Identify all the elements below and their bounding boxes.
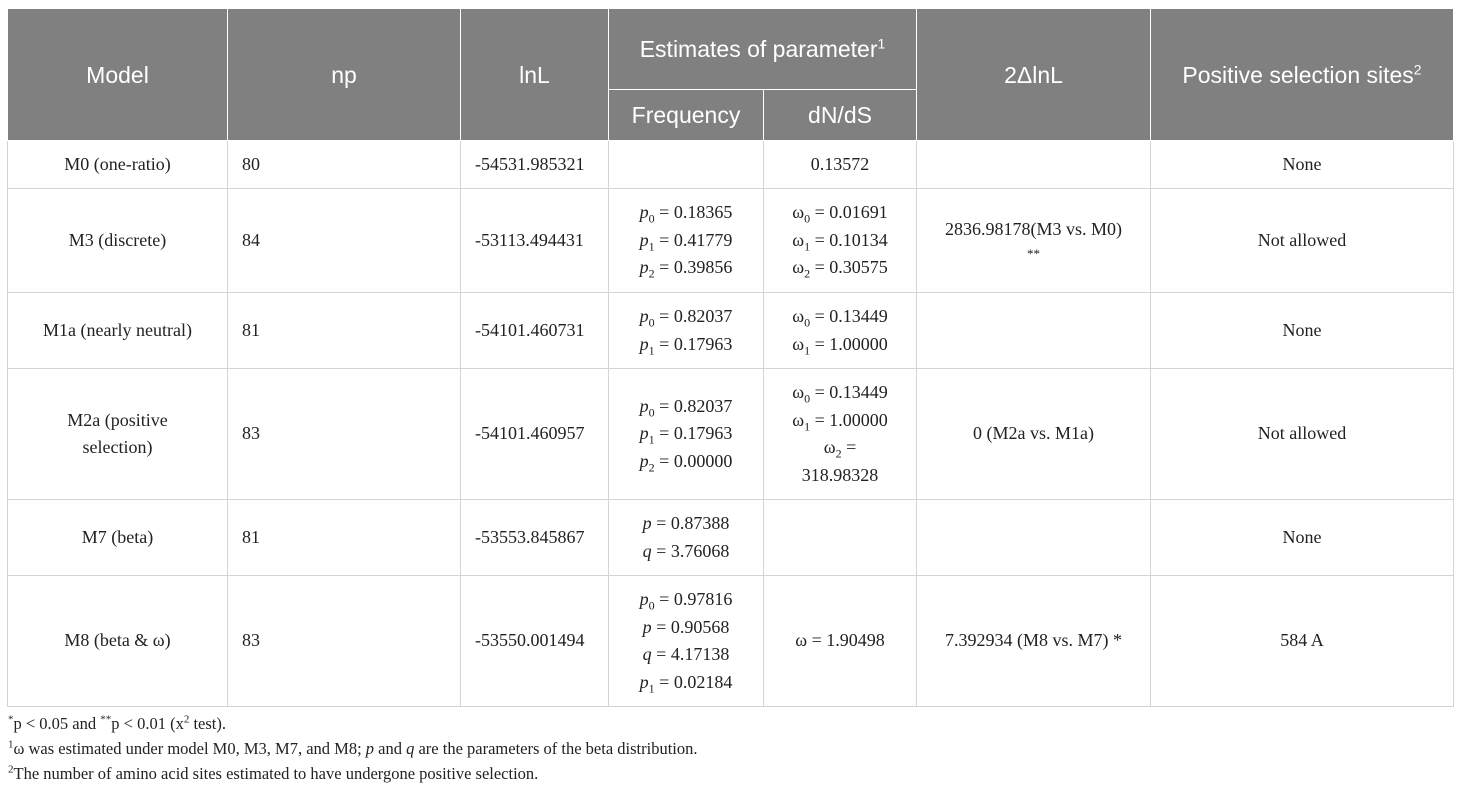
frequency-param-subscript: 2	[648, 460, 655, 475]
frequency-param-symbol: p	[639, 257, 649, 278]
dnds-param-line	[772, 151, 908, 179]
cell-delta-lnl	[917, 189, 1151, 293]
dnds-param-symbol: ω	[792, 257, 805, 278]
cell-frequency	[609, 369, 764, 500]
cell-model: M0 (one-ratio)	[8, 141, 228, 189]
dnds-param-subscript: 0	[804, 211, 811, 226]
header-model: Model	[8, 9, 228, 141]
cell-positive-sites: None	[1151, 141, 1454, 189]
dnds-param-symbol: ω	[792, 382, 805, 402]
dnds-param-value: = 0.30575	[810, 257, 888, 278]
cell-delta-lnl	[917, 576, 1151, 707]
footnote-sig-text-1: p < 0.05 and	[13, 714, 101, 733]
dnds-param-symbol: ω	[792, 409, 805, 430]
frequency-param-subscript: 0	[648, 405, 655, 420]
frequency-param-value: = 0.00000	[654, 450, 733, 471]
dnds-param-symbol: ω	[795, 630, 808, 651]
dnds-param-line	[772, 227, 908, 255]
footnote-1-text-c: are the parameters of the beta distribution.	[414, 739, 698, 758]
cell-positive-sites: 584 A	[1151, 576, 1454, 707]
frequency-param-symbol: p	[639, 589, 649, 609]
dnds-param-symbol: ω	[792, 229, 805, 250]
dnds-param-symbol: ω	[823, 437, 836, 457]
cell-dnds	[764, 293, 917, 369]
table-row	[8, 141, 1454, 189]
header-delta: 2ΔlnL	[917, 9, 1151, 141]
frequency-param-value: = 0.97816	[654, 589, 733, 609]
frequency-param-symbol: p	[639, 671, 649, 692]
delta-lnl-line: 2836.98178(M3 vs. M0)	[944, 218, 1122, 239]
table-row	[8, 576, 1454, 707]
dnds-param-line	[772, 434, 908, 489]
cell-model: M3 (discrete)	[8, 189, 228, 293]
dnds-param-value: = 1.90498	[807, 630, 885, 651]
cell-np: 81	[228, 500, 461, 576]
footnote-2	[8, 764, 538, 784]
dnds-param-symbol: ω	[792, 202, 805, 223]
cell-frequency	[609, 189, 764, 293]
frequency-param-value: = 0.90568	[651, 616, 730, 637]
frequency-param-line	[617, 538, 755, 566]
header-estimates	[609, 9, 917, 90]
dnds-param-value: = 0.10134	[810, 229, 888, 250]
cell-lnl: -53113.494431	[461, 189, 609, 293]
frequency-param-line	[617, 393, 755, 421]
cell-dnds	[764, 576, 917, 707]
header-positive-text: Positive selection sites	[1182, 61, 1414, 88]
frequency-param-subscript: 0	[648, 598, 655, 613]
header-frequency: Frequency	[609, 90, 764, 141]
frequency-param-line	[617, 420, 755, 448]
dnds-param-line	[772, 254, 908, 282]
cell-delta-lnl	[917, 500, 1151, 576]
footnote-sig-text-2: p < 0.01 (x	[111, 714, 184, 733]
cell-frequency	[609, 500, 764, 576]
dnds-param-line	[772, 379, 908, 407]
frequency-param-line	[617, 199, 755, 227]
cell-delta-lnl	[917, 369, 1151, 500]
frequency-param-symbol: p	[639, 202, 649, 223]
dnds-param-symbol: ω	[792, 306, 805, 326]
table-row	[8, 189, 1454, 293]
cell-model: M2a (positive selection)	[8, 369, 228, 500]
dnds-param-value: = 1.00000	[810, 333, 888, 354]
frequency-param-subscript: 1	[648, 343, 655, 358]
dnds-param-value: = 0.01691	[810, 202, 888, 223]
cell-frequency	[609, 141, 764, 189]
dnds-param-symbol: ω	[792, 333, 805, 354]
table-body	[8, 141, 1454, 707]
frequency-param-subscript: 1	[648, 239, 655, 254]
cell-dnds	[764, 500, 917, 576]
header-positive-footnote-mark: 2	[1413, 60, 1422, 77]
frequency-param-line	[617, 510, 755, 538]
footnote-mark-single: *	[8, 713, 14, 726]
frequency-param-value: = 0.17963	[654, 333, 733, 354]
footnote-1-text-a: ω was estimated under model M0, M3, M7, and M8;	[13, 739, 366, 758]
frequency-param-value: = 0.82037	[654, 395, 733, 416]
frequency-param-value: = 0.18365	[654, 202, 733, 223]
dnds-param-value: = 0.13449	[810, 382, 888, 402]
cell-lnl: -54101.460731	[461, 293, 609, 369]
header-positive	[1151, 9, 1454, 141]
frequency-param-symbol: p	[639, 395, 649, 416]
footnote-1-text-b: and	[374, 739, 407, 758]
dnds-param-subscript: 0	[804, 391, 811, 406]
frequency-param-symbol: p	[639, 450, 649, 471]
cell-np: 84	[228, 189, 461, 293]
frequency-param-symbol: p	[639, 423, 649, 444]
cell-positive-sites: Not allowed	[1151, 189, 1454, 293]
frequency-param-subscript: 0	[648, 211, 655, 226]
dnds-param-value: = 0.13449	[810, 306, 888, 326]
frequency-param-subscript: 1	[648, 432, 655, 447]
frequency-param-value: = 0.02184	[654, 671, 733, 692]
header-row-top	[8, 9, 1454, 90]
cell-lnl: -54101.460957	[461, 369, 609, 500]
dnds-param-line	[772, 303, 908, 331]
dnds-param-subscript: 1	[804, 419, 811, 434]
footnote-2-mark: 2	[8, 763, 14, 776]
cell-frequency	[609, 576, 764, 707]
frequency-param-symbol: q	[642, 644, 652, 664]
cell-positive-sites: Not allowed	[1151, 369, 1454, 500]
cell-delta-lnl	[917, 293, 1151, 369]
cell-lnl: -53553.845867	[461, 500, 609, 576]
delta-lnl-line: 7.392934 (M8 vs. M7) *	[944, 630, 1122, 651]
dnds-param-subscript: 1	[804, 343, 811, 358]
table-row	[8, 500, 1454, 576]
footnote-mark-double: **	[100, 713, 112, 726]
header-estimates-footnote-mark: 1	[877, 35, 886, 52]
dnds-param-line	[772, 199, 908, 227]
frequency-param-line	[617, 303, 755, 331]
frequency-param-value: = 0.82037	[654, 306, 733, 326]
frequency-param-value: = 0.39856	[654, 257, 733, 278]
table-row	[8, 369, 1454, 500]
frequency-param-symbol: p	[639, 229, 649, 250]
dnds-param-value: = 318.98328	[801, 437, 879, 485]
footnote-1-mark: 1	[8, 738, 14, 751]
cell-frequency	[609, 293, 764, 369]
cell-np: 83	[228, 576, 461, 707]
dnds-param-line	[772, 627, 908, 655]
results-table-container	[7, 8, 1453, 707]
table-row	[8, 293, 1454, 369]
cell-model: M8 (beta & ω)	[8, 576, 228, 707]
frequency-param-line	[617, 614, 755, 642]
footnote-1	[8, 739, 698, 759]
frequency-param-symbol: q	[642, 540, 652, 561]
frequency-param-line	[617, 227, 755, 255]
frequency-param-subscript: 2	[648, 266, 655, 281]
dnds-param-line	[772, 407, 908, 435]
frequency-param-line	[617, 331, 755, 359]
dnds-param-subscript: 1	[804, 239, 811, 254]
frequency-param-value: = 3.76068	[651, 540, 730, 561]
cell-positive-sites: None	[1151, 500, 1454, 576]
footnote-1-q: q	[406, 739, 415, 758]
cell-np: 81	[228, 293, 461, 369]
frequency-param-value: = 4.17138	[651, 644, 730, 664]
header-np: np	[228, 9, 461, 141]
footnote-1-p: p	[365, 739, 375, 758]
cell-np: 80	[228, 141, 461, 189]
delta-lnl-line: **	[1027, 246, 1040, 262]
dnds-param-subscript: 2	[835, 446, 842, 461]
frequency-param-subscript: 1	[648, 681, 655, 696]
delta-lnl-line: 0 (M2a vs. M1a)	[973, 423, 1094, 444]
cell-lnl: -53550.001494	[461, 576, 609, 707]
cell-dnds	[764, 141, 917, 189]
codeml-results-table	[7, 8, 1454, 707]
frequency-param-line	[617, 586, 755, 614]
frequency-param-value: = 0.17963	[654, 423, 733, 444]
dnds-param-value: = 1.00000	[810, 409, 888, 430]
frequency-param-value: = 0.41779	[654, 229, 733, 250]
frequency-param-symbol: p	[642, 513, 652, 533]
frequency-param-symbol: p	[639, 306, 649, 326]
dnds-param-value: 0.13572	[810, 153, 870, 174]
frequency-param-subscript: 0	[648, 315, 655, 330]
dnds-param-line	[772, 331, 908, 359]
cell-positive-sites: None	[1151, 293, 1454, 369]
dnds-param-subscript: 0	[804, 315, 811, 330]
cell-np: 83	[228, 369, 461, 500]
footnote-2-text: The number of amino acid sites estimated to have undergone positive selection.	[13, 764, 539, 783]
frequency-param-symbol: p	[639, 333, 649, 354]
frequency-param-line	[617, 669, 755, 697]
frequency-param-symbol: p	[642, 616, 652, 637]
frequency-param-line	[617, 254, 755, 282]
cell-delta-lnl	[917, 141, 1151, 189]
cell-lnl: -54531.985321	[461, 141, 609, 189]
footnote-sig-exponent: 2	[183, 713, 190, 726]
footnote-significance	[8, 714, 226, 734]
cell-dnds	[764, 189, 917, 293]
frequency-param-line	[617, 448, 755, 476]
frequency-param-value: = 0.87388	[651, 513, 730, 533]
header-estimates-text: Estimates of parameter	[639, 36, 878, 62]
frequency-param-line	[617, 641, 755, 669]
cell-dnds	[764, 369, 917, 500]
footnote-sig-text-3: test).	[189, 714, 226, 733]
dnds-param-subscript: 2	[804, 266, 811, 281]
header-dnds: dN/dS	[764, 90, 917, 141]
cell-model: M7 (beta)	[8, 500, 228, 576]
header-lnl: lnL	[461, 9, 609, 141]
cell-model: M1a (nearly neutral)	[8, 293, 228, 369]
